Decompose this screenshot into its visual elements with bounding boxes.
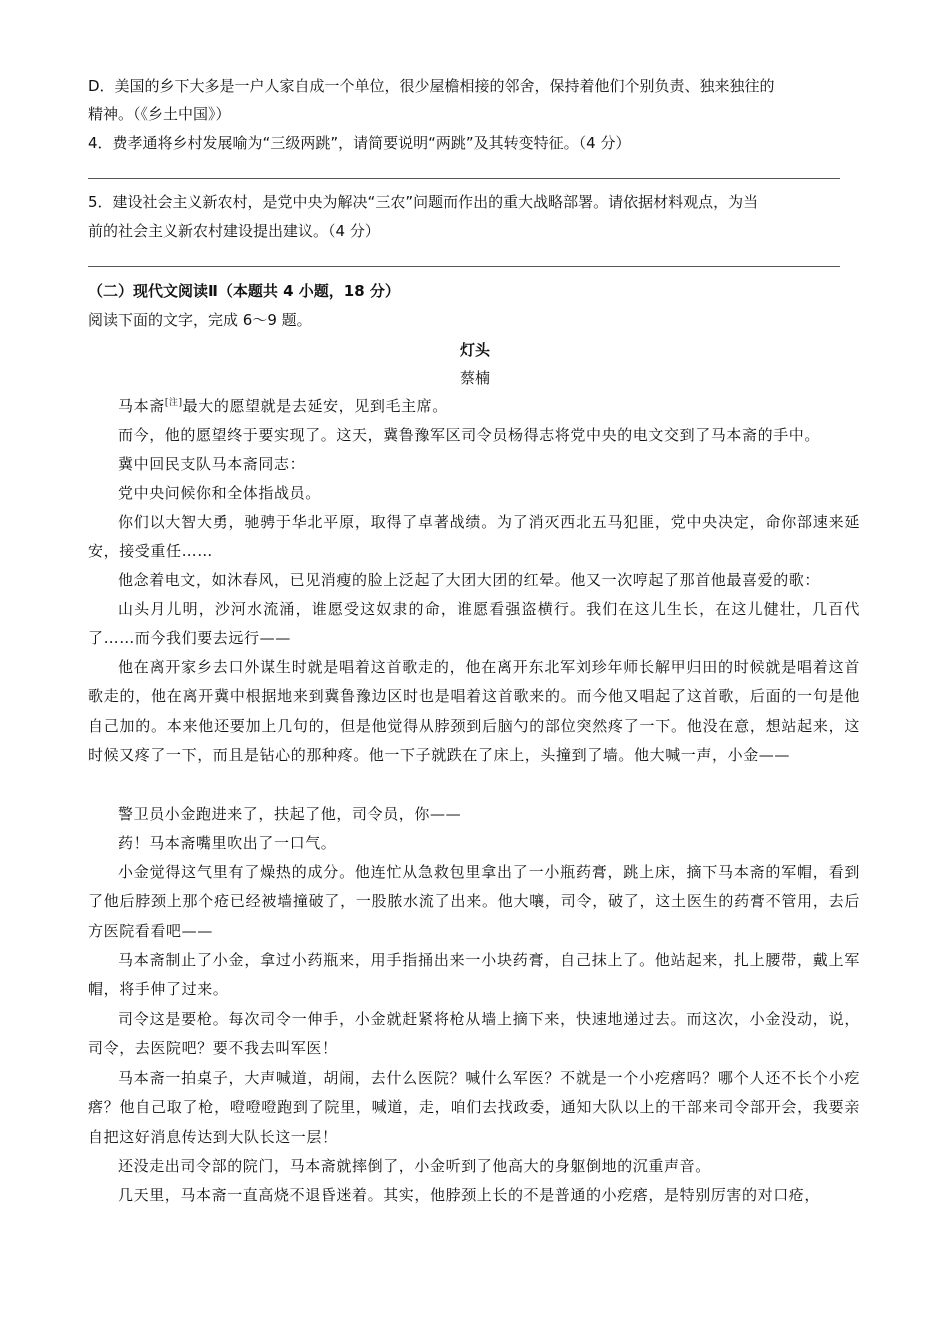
story-title: 灯头 [459,341,490,359]
story-paragraph: 还没走出司令部的院门，马本斋就摔倒了，小金听到了他高大的身躯倒地的沉重声音。 [118,1157,711,1175]
answer-line-q4 [88,178,840,179]
story-paragraph: 他念着电文，如沐春风，已见消瘦的脸上泛起了大团大团的红晕。他又一次哼起了那首他最喜爱的歌： [118,571,821,589]
story-paragraph: 他在离开家乡去口外谋生时就是唱着这首歌走的，他在离开东北军刘珍年师长解甲归田的时候就是唱着这首歌走的，他在离开冀中根据地来到冀鲁豫边区时也是唱着这首歌来的。而今他又唱起了这首歌，后面的一句是他自己加的。本来他还要加上几句的，但是他觉得从脖颈到后脑勺的部位突然疼了一下。他没在意，想站起来，这时候又疼了一下，而且是钻心的那种疼。他一下子就跌在了床上，头撞到了墙。他大喊一声，小金—— [88,658,860,765]
story-paragraph: 司令这是要枪。每次司令一伸手，小金就赶紧将枪从墙上摘下来，快速地递过去。而这次，小金没动，说，司令，去医院吧？要不我去叫军医！ [88,1010,860,1058]
paragraph-text: 马本斋 [118,397,165,415]
section-heading: （二）现代文阅读Ⅱ（本题共 4 小题，18 分） [88,282,400,300]
option-d-continued: 精神。（《乡土中国》） [88,105,231,123]
story-paragraph: 警卫员小金跑进来了，扶起了他，司令员，你—— [118,805,462,823]
section-instruction: 阅读下面的文字，完成 6～9 题。 [88,311,312,329]
story-paragraph: 你们以大智大勇，驰骋于华北平原，取得了卓著战绩。为了消灭西北五马犯匪，党中央决定，命你部速来延安，接受重任…… [88,513,860,561]
story-paragraph: 小金觉得这气里有了燥热的成分。他连忙从急救包里拿出了一小瓶药膏，跳上床，摘下马本斋的军帽，看到了他后脖颈上那个疮已经被墙撞破了，一股脓水流了出来。他大嚷，司令，破了，这土医生的药膏不管用，去后方医院看看吧—— [88,863,860,940]
story-paragraph: 马本斋一拍桌子，大声喊道，胡闹，去什么医院？喊什么军医？不就是一个小疙瘩吗？哪个人还不长个小疙瘩？他自己取了枪，噔噔噔跑到了院里，喊道，走，咱们去找政委，通知大队以上的干部来司令部开会，我要亲自把这好消息传达到大队长这一层！ [88,1069,860,1146]
paragraph-text: 最大的愿望就是去延安，见到毛主席。 [182,397,448,415]
answer-line-q5 [88,266,840,267]
story-paragraph: 冀中回民支队马本斋同志： [118,455,306,473]
story-paragraph: 而今，他的愿望终于要实现了。这天，冀鲁豫军区司令员杨得志将党中央的电文交到了马本斋的手中。 [118,426,821,444]
story-paragraph: 几天里，马本斋一直高烧不退昏迷着。其实，他脖颈上长的不是普通的小疙瘩，是特别厉害的对口疮， [118,1186,821,1204]
story-paragraph: 药！马本斋嘴里吹出了一口气。 [118,834,337,852]
story-paragraph-1 [88,392,860,421]
question-5-line2: 前的社会主义新农村建设提出建议。（4 分） [88,222,380,240]
story-paragraph: 党中央问候你和全体指战员。 [118,484,321,502]
story-paragraph: 山头月儿明，沙河水流涌，谁愿受这奴隶的命，谁愿看强盗横行。我们在这儿生长，在这儿健壮，几百代了……而今我们要去远行—— [88,600,860,648]
option-d: D．美国的乡下大多是一户人家自成一个单位，很少屋檐相接的邻舍，保持着他们个别负责、独来独往的 [88,77,775,95]
story-author: 蔡楠 [459,369,490,387]
footnote-marker: [注] [164,398,183,408]
question-5-line1: 5．建设社会主义新农村，是党中央为解决“三农”问题而作出的重大战略部署。请依据材料观点，为当 [88,193,759,211]
question-4: 4．费孝通将乡村发展喻为“三级两跳”，请简要说明“两跳”及其转变特征。（4 分） [88,134,631,152]
story-paragraph: 马本斋制止了小金，拿过小药瓶来，用手指捅出来一小块药膏，自己抹上了。他站起来，扎上腰带，戴上军帽，将手伸了过来。 [88,951,860,999]
